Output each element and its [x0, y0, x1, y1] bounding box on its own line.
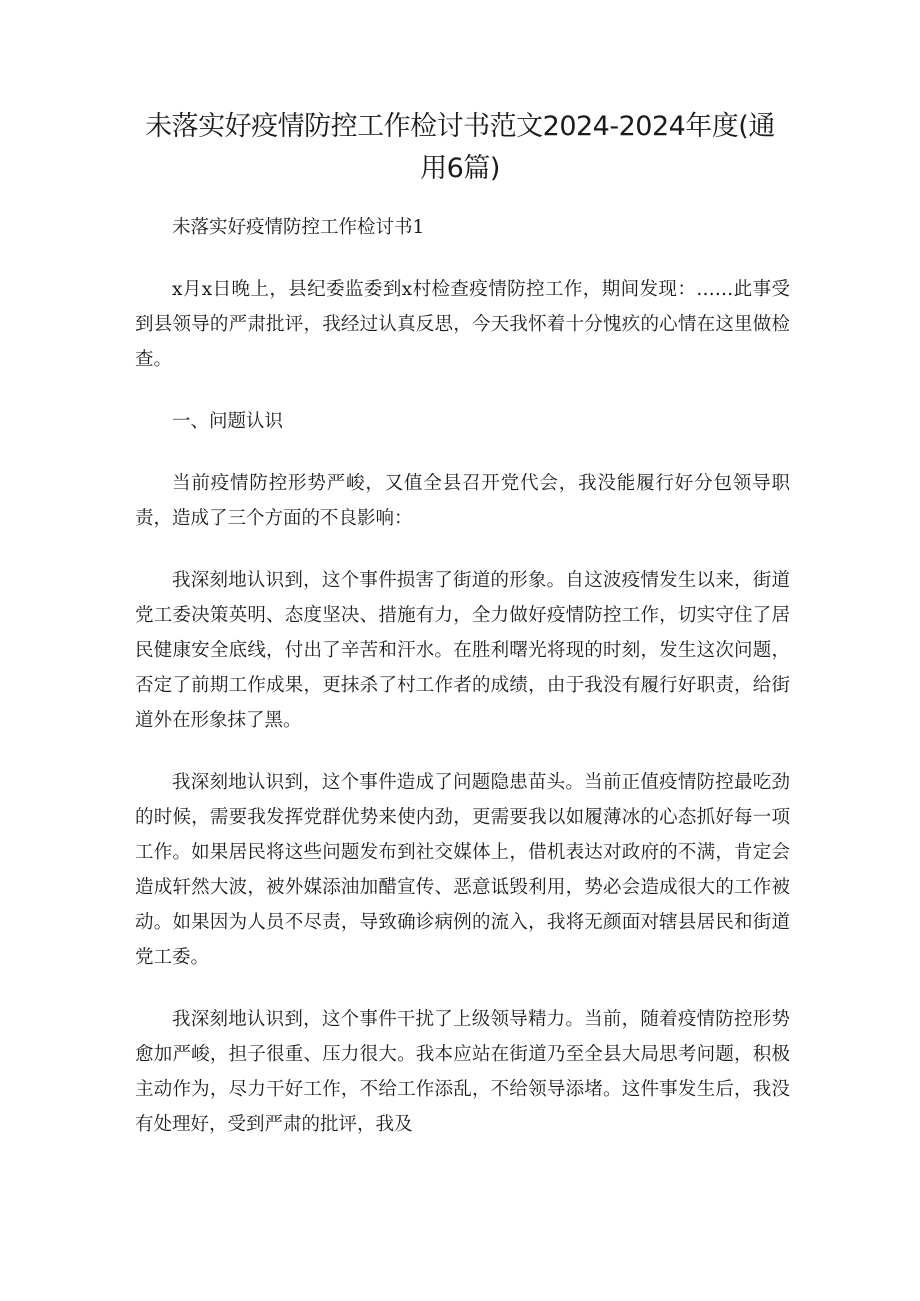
paragraph: 当前疫情防控形势严峻，又值全县召开党代会，我没能履行好分包领导职责，造成了三个方面的不良影响： — [135, 473, 790, 529]
paragraph: x月x日晚上，县纪委监委到x村检查疫情防控工作，期间发现：……此事受到县领导的严肃批评，我经过认真反思，今天我怀着十分愧疚的心情在这里做检查。 — [135, 279, 790, 370]
paragraph: 我深刻地认识到，这个事件干扰了上级领导精力。当前，随着疫情防控形势愈加严峻，担子很重、压力很大。我本应站在街道乃至全县大局思考问题，积极主动作为，尽力干好工作，不给工作添乱，不给领导添堵。这件事发生后，我没有处理好，受到严肃的批评，我及 — [135, 1009, 790, 1135]
paragraph: 我深刻地认识到，这个事件造成了问题隐患苗头。当前正值疫情防控最吃劲的时候，需要我发挥党群优势来使内劲，更需要我以如履薄冰的心态抓好每一项工作。如果居民将这些问题发布到社交媒体上，借机表达对政府的不满，肯定会造成轩然大波，被外媒添油加醋宣传、恶意诋毁利用，势必会造成很大的工作被动。如果因为人员不尽责，导致确诊病例的流入，我将无颜面对辖县居民和街道党工委。 — [135, 772, 790, 968]
paragraph: 我深刻地认识到，这个事件损害了街道的形象。自这波疫情发生以来，街道党工委决策英明、态度坚决、措施有力，全力做好疫情防控工作，切实守住了居民健康安全底线，付出了辛苦和汗水。在胜利曙光将现的时刻，发生这次问题，否定了前期工作成果，更抹杀了村工作者的成绩，由于我没有履行好职责，给街道外在形象抹了黑。 — [135, 570, 790, 731]
section-heading: 一、问题认识 — [172, 411, 284, 432]
section-heading: 未落实好疫情防控工作检讨书1 — [172, 217, 425, 238]
document-title: 未落实好疫情防控工作检讨书范文2024-2024年度(通用6篇) — [145, 111, 775, 184]
document-body — [135, 210, 790, 1169]
